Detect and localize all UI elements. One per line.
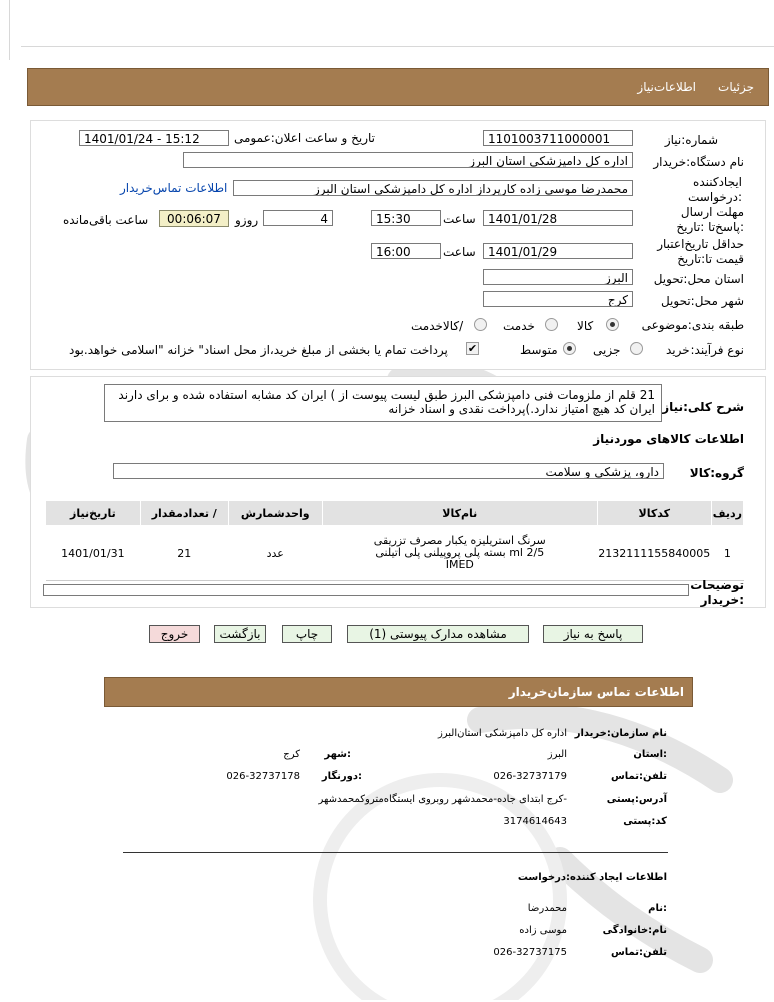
goods-group-field: دارو، پزشکی و سلامت — [113, 463, 664, 479]
category-goods-label: کالا — [577, 319, 594, 333]
creator-phone-value: 026-32737175 — [493, 947, 567, 958]
tab-need-info[interactable]: اطلاعات‌نیاز — [637, 80, 696, 94]
fax-value: 026-32737178 — [226, 771, 300, 782]
cell-name-text: سرنگ استریلیزه یکبار مصرف تزریقی 2/5 ml بسته پلی پروپیلنی پلی اتیلنی IMED — [373, 534, 546, 571]
announce-field: 1401/01/24 - 15:12 — [79, 130, 229, 146]
creator-label: ایجادکننده :درخواست — [688, 175, 742, 204]
announce-label: تاریخ و ساعت اعلان:عمومی — [234, 131, 376, 145]
city-contact-value: کرج — [283, 749, 300, 760]
attachments-button[interactable]: مشاهده مدارک پیوستی (1) — [347, 625, 529, 643]
phone-contact-label: تلفن:تماس — [610, 771, 667, 782]
remaining-timer: 00:06:07 — [159, 210, 229, 227]
address-label: آدرس:پستی — [606, 794, 667, 805]
deadline-time-label: ساعت — [443, 212, 476, 226]
tab-bar — [27, 68, 769, 106]
buyer-contact-link[interactable]: اطلاعات تماس‌خریدار — [120, 181, 228, 195]
cell-date: 1401/01/31 — [46, 526, 141, 581]
exit-button[interactable]: خروج — [149, 625, 200, 643]
deadline-date-field: 1401/01/28 — [483, 210, 633, 226]
contact-divider — [123, 852, 668, 853]
fax-label: :دورنگار — [321, 771, 362, 782]
page-edge-line — [9, 0, 10, 60]
process-medium-radio[interactable] — [563, 342, 576, 355]
category-goods-service-radio[interactable] — [474, 318, 487, 331]
buyer-label: نام دستگاه:خریدار — [653, 155, 744, 169]
cell-unit: عدد — [228, 526, 322, 581]
contact-header-bar — [104, 677, 693, 707]
need-no-label: شماره:نیاز — [664, 133, 718, 147]
creator-phone-label: تلفن:تماس — [610, 947, 667, 958]
category-service-radio[interactable] — [545, 318, 558, 331]
cell-qty: 21 — [140, 526, 228, 581]
col-name-header: نام‌کالا — [322, 501, 597, 526]
org-label: نام سازمان:خریدار — [574, 728, 667, 739]
process-partial-label: جزیی — [593, 343, 621, 357]
province-field: البرز — [483, 269, 633, 285]
col-row-header: ردیف — [711, 501, 743, 526]
days-label: روزو — [235, 213, 259, 227]
validity-date-field: 1401/01/29 — [483, 243, 633, 259]
buyer-notes-field — [43, 584, 689, 596]
address-value: -کرج ابتدای جاده-محمدشهر روبروی ایستگاه‌متروکمحمدشهر — [318, 794, 567, 805]
creator-name-value: محمدرضا — [527, 903, 567, 914]
table-row[interactable] — [46, 526, 744, 581]
payment-checkbox[interactable]: ✔ — [467, 342, 478, 355]
province-contact-value: البرز — [547, 749, 567, 760]
description-text: 21 قلم از ملزومات فنی دامپزشکی البرز طبق لیست پیوست از ) ایران کد مشابه استفاده شده و برای دارند ایران کد هیچ امتیاز ندارد.)پرداخت نقدی و اسناد خزانه — [118, 388, 655, 416]
goods-section-title: اطلاعات کالاهای موردنیاز — [593, 432, 744, 446]
contact-header-title: اطلاعات تماس سازمان‌خریدار — [508, 685, 684, 699]
validity-time-label: ساعت — [443, 245, 476, 259]
creator-info-header: اطلاعات ایجاد کننده:درخواست — [517, 872, 667, 883]
cell-code: 2132111155840005 — [597, 526, 711, 581]
process-medium-label: متوسط — [520, 343, 558, 357]
col-code-header: کدکالا — [597, 501, 711, 526]
process-buy-label: خرید — [666, 343, 690, 357]
description-box — [104, 384, 662, 422]
org-value: اداره کل دامپزشکی استان‌البرز — [437, 728, 567, 739]
province-label: استان محل:تحویل — [653, 272, 744, 286]
cell-row: 1 — [711, 526, 743, 581]
postal-value: 3174614643 — [503, 816, 567, 827]
need-no-field: 1101003711000001 — [483, 130, 633, 146]
category-goods-service-label: /کالاخدمت — [411, 319, 464, 333]
process-partial-radio[interactable] — [630, 342, 643, 355]
col-date-header: تاریخ‌نیاز — [46, 501, 141, 526]
category-goods-radio[interactable] — [606, 318, 619, 331]
buyer-notes-label: توضیحات :خریدار — [690, 578, 744, 607]
category-service-label: خدمت — [503, 319, 535, 333]
cell-name — [322, 526, 597, 581]
city-contact-label: :شهر — [324, 749, 351, 760]
goods-group-label: گروه:کالا — [689, 466, 744, 480]
print-button[interactable]: چاپ — [282, 625, 332, 643]
back-button[interactable]: بازگشت — [214, 625, 266, 643]
goods-table — [45, 500, 744, 581]
remaining-label: ساعت باقی‌مانده — [63, 213, 149, 227]
phone-contact-value: 026-32737179 — [493, 771, 567, 782]
table-header-row — [46, 501, 744, 526]
days-field: 4 — [263, 210, 333, 226]
creator-name-label: :نام — [648, 903, 667, 914]
col-qty-header: / تعدادمقدار — [140, 501, 228, 526]
creator-family-label: نام:خانوادگی — [602, 925, 667, 936]
validity-time-field: 16:00 — [371, 243, 441, 259]
deadline-time-field: 15:30 — [371, 210, 441, 226]
top-divider — [21, 46, 774, 47]
creator-field: محمدرضا موسی زاده کارپرداز اداره کل دامپزشکی استان البرز — [233, 180, 633, 196]
deadline-label: مهلت ارسال :پاسخ‌تا :تاریخ — [676, 205, 744, 234]
tab-details[interactable]: جزئیات — [718, 80, 754, 94]
process-label: نوع فرآیند: — [690, 343, 744, 357]
city-field: کرج — [483, 291, 633, 307]
col-unit-header: واحدشمارش — [228, 501, 322, 526]
postal-label: کد:پستی — [623, 816, 667, 827]
payment-note: پرداخت تمام یا بخشی از مبلغ خرید،از محل اسناد" خزانه "اسلامی خواهد.بود — [69, 343, 448, 357]
reply-button[interactable]: پاسخ به نیاز — [543, 625, 643, 643]
creator-family-value: موسی زاده — [519, 925, 567, 936]
province-contact-label: :استان — [633, 749, 667, 760]
validity-label: حداقل تاریخ‌اعتبار قیمت تا:تاریخ — [657, 237, 744, 266]
city-label: شهر محل:تحویل — [660, 294, 744, 308]
description-label: شرح کلی:نیاز — [662, 400, 744, 414]
category-label: طبقه بندی:موضوعی — [641, 318, 744, 332]
buyer-field: اداره کل دامپزشکی استان البرز — [183, 152, 633, 168]
